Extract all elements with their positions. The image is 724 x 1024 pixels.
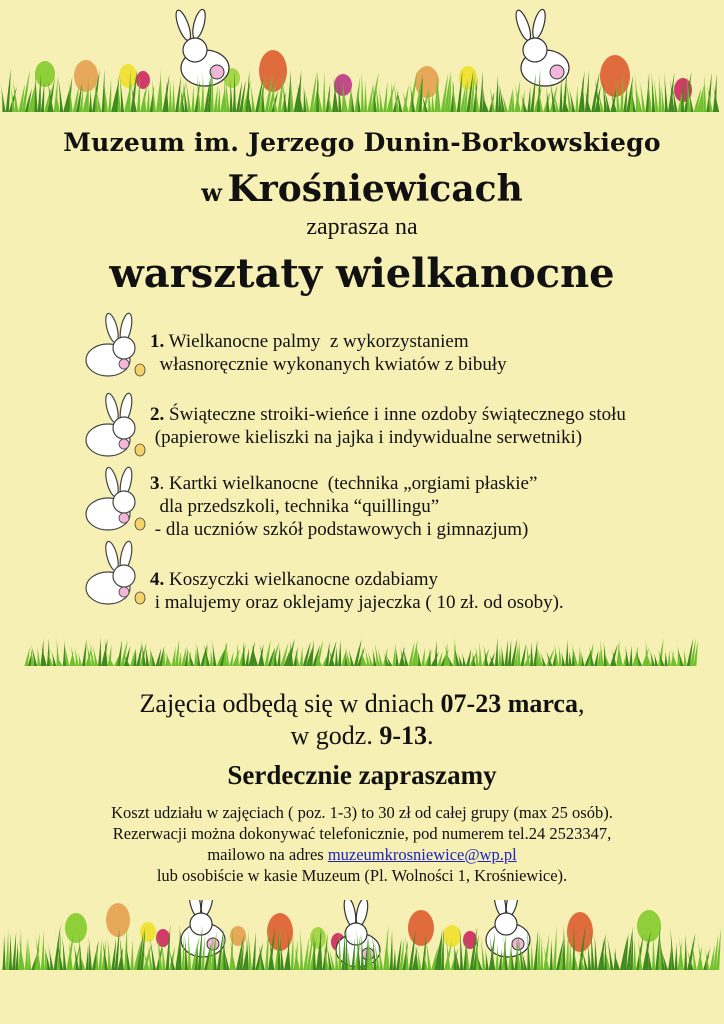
workshop-line: (papierowe kieliszki na jajka i indywidualne serwetniki) <box>150 427 583 448</box>
workshop-line: Wielkanocne palmy z wykorzystaniem <box>168 331 469 352</box>
grass-blade <box>229 652 233 666</box>
invite-text: zaprasza na <box>306 214 418 240</box>
phone-line: Rezerwacji można dokonywać telefonicznie, pod numerem tel.24 2523347, <box>112 824 612 843</box>
dates-line: Zajęcia odbędą się w dniach 07-23 marca, <box>139 689 585 718</box>
closing-text: Serdecznie zapraszamy <box>227 760 497 790</box>
grass-blade <box>501 645 504 666</box>
grass-blade <box>504 639 507 666</box>
grass-blade <box>421 647 425 666</box>
workshop-line: Świąteczne stroiki-wieńce i inne ozdoby świątecznego stołu <box>169 404 626 425</box>
grass-blade <box>546 87 549 112</box>
grass-blade <box>550 939 553 970</box>
grass-blade <box>674 942 677 970</box>
grass-blade <box>226 642 229 666</box>
grass-blade <box>508 639 512 666</box>
grass-blade <box>661 84 665 112</box>
grass-blade <box>405 933 409 970</box>
grass-blade <box>290 80 293 112</box>
grass-blade <box>9 932 12 970</box>
grass-blade <box>300 927 303 970</box>
grass-blade <box>684 933 687 970</box>
grass-blade <box>651 71 655 112</box>
grass-blade <box>495 637 498 666</box>
dates-value: 07-23 marca <box>440 689 578 718</box>
grass-blade <box>210 649 213 666</box>
grass-blade <box>351 88 355 112</box>
workshop-item <box>150 403 626 449</box>
grass-blade <box>616 639 619 666</box>
grass-blade <box>600 639 604 666</box>
workshop-number: 4. <box>150 569 165 590</box>
grass-blade <box>668 650 671 666</box>
grass-blade <box>476 646 479 666</box>
workshop-item <box>150 330 507 376</box>
bunny-icon <box>173 8 229 86</box>
grass-blade <box>322 70 325 112</box>
grass-blade <box>108 78 111 112</box>
grass-blade <box>338 640 341 666</box>
grass-blade <box>78 652 82 666</box>
grass-blade <box>434 640 437 666</box>
grass-blades <box>24 637 697 666</box>
easter-egg-icon <box>35 61 55 87</box>
grass-blade <box>98 637 101 666</box>
bunny-icon <box>82 540 146 610</box>
grass-blade <box>485 948 489 970</box>
workshop-number: 3 <box>150 473 160 494</box>
grass-blade <box>654 653 658 666</box>
grass-blade <box>175 639 179 666</box>
grass-blade <box>117 640 122 666</box>
grass-blade <box>489 82 495 112</box>
grass-blade <box>393 948 396 970</box>
grass-blade <box>191 85 194 112</box>
grass-blade <box>47 638 50 666</box>
grass-blade <box>102 69 105 112</box>
workshop-line: . Kartki wielkanocne (technika „orgiami płaskie” <box>159 473 538 494</box>
grass-blade <box>668 947 671 970</box>
grass-blade <box>527 87 530 112</box>
grass-blade <box>498 648 501 666</box>
workshop-line: - dla uczniów szkół podstawowych i gimnazjum) <box>150 519 529 540</box>
grass-blade <box>6 68 11 112</box>
easter-egg-icon <box>443 925 461 947</box>
grass-blade <box>214 85 218 112</box>
grass-blade <box>28 938 31 970</box>
grass-blade <box>658 73 661 112</box>
grass-blade <box>629 645 632 666</box>
workshop-item <box>150 568 564 614</box>
hours-line: w godz. 9-13. <box>290 721 434 750</box>
grass-blade <box>604 641 607 666</box>
grass-blade <box>480 933 486 970</box>
grass-blade <box>6 929 9 970</box>
bunny-icon <box>82 312 146 382</box>
grass-blade <box>75 646 79 666</box>
grass-blade <box>396 648 399 666</box>
grass-blade <box>540 936 543 970</box>
easter-egg-icon <box>408 910 434 946</box>
town-prefix: w <box>201 178 222 207</box>
grass-divider <box>22 630 702 670</box>
grass-blade <box>466 649 471 666</box>
grass-blade <box>245 648 249 666</box>
grass-blade <box>98 939 101 970</box>
grass-blade <box>169 78 172 112</box>
hours-value: 9-13 <box>379 721 427 750</box>
grass-blade <box>130 939 133 970</box>
grass-blade <box>462 653 466 666</box>
grass-blade <box>479 642 482 666</box>
grass-blade <box>252 932 256 970</box>
easter-egg-icon <box>156 929 170 947</box>
grass-blade <box>316 70 319 112</box>
grass-blade <box>703 74 706 112</box>
easter-egg-icon <box>119 64 137 88</box>
grass-blade <box>145 644 149 666</box>
workshop-line: dla przedszkoli, technika “quillingu” <box>150 496 440 517</box>
event-title: warsztaty wielkanocne <box>109 250 615 297</box>
easter-egg-icon <box>74 60 98 92</box>
grass-blade <box>18 929 21 970</box>
bunny-icon <box>513 8 569 86</box>
bottom-grass-border <box>0 900 724 1010</box>
grass-blade <box>558 644 562 666</box>
grass-blade <box>194 646 197 666</box>
grass-blade <box>565 640 568 666</box>
workshop-line: własnoręcznie wykonanych kwiatów z bibuły <box>150 354 507 375</box>
grass-blade <box>633 938 636 970</box>
grass-blade <box>12 932 16 970</box>
grass-blade <box>581 652 584 666</box>
top-grass-border <box>0 0 724 120</box>
town-line <box>0 168 724 210</box>
grass-blade <box>82 639 87 666</box>
grass-blade <box>578 646 581 666</box>
grass-blade <box>89 90 92 112</box>
grass-blade <box>684 649 687 666</box>
grass-blade <box>562 925 565 970</box>
bunny-icon <box>82 392 146 462</box>
email-line: mailowo na adres muzeumkrosniewice@wp.pl <box>207 845 517 864</box>
grass-blade <box>497 76 504 112</box>
easter-egg-icon <box>567 912 593 952</box>
grass-blade <box>172 79 175 112</box>
easter-egg-icon <box>600 55 630 97</box>
schedule <box>0 688 724 752</box>
grass-blade <box>392 643 395 666</box>
grass-blade <box>479 70 483 112</box>
town-name: Krośniewicach <box>227 168 523 210</box>
grass-blade <box>428 648 431 666</box>
grass-blade <box>86 944 89 970</box>
grass-blade <box>530 941 533 970</box>
grass-blade <box>594 934 597 970</box>
grass-blade <box>453 638 456 666</box>
grass-blade <box>172 646 176 666</box>
easter-egg-icon <box>136 71 150 89</box>
grass-blade <box>664 651 667 666</box>
workshop-line: Koszyczki wielkanocne ozdabiamy <box>169 569 439 590</box>
grass-blade <box>25 937 28 970</box>
grass-blade <box>41 930 44 970</box>
grass-blade <box>553 926 557 970</box>
grass-blade <box>530 641 533 666</box>
easter-egg-icon <box>65 913 87 943</box>
grass-blade <box>107 936 111 970</box>
grass-blade <box>335 647 338 666</box>
grass-blade <box>287 70 291 112</box>
email-link[interactable]: muzeumkrosniewice@wp.pl <box>327 845 517 864</box>
info-block <box>0 802 724 886</box>
grass-blade <box>614 947 617 970</box>
easter-egg-icon <box>637 910 661 942</box>
museum-name: Muzeum im. Jerzego Dunin-Borkowskiego <box>63 128 661 157</box>
workshop-number: 1. <box>150 331 165 352</box>
grass-blade <box>2 934 5 970</box>
visit-line: lub osobiście w kasie Muzeum (Pl. Wolności 1, Krośniewice). <box>156 866 568 885</box>
grass-blade <box>390 82 393 112</box>
easter-egg-icon <box>415 66 439 98</box>
grass-blade <box>568 651 571 666</box>
grass-blade <box>383 81 387 112</box>
workshop-number: 2. <box>150 404 165 425</box>
grass-blade <box>300 646 303 666</box>
grass-blade <box>664 71 668 112</box>
grass-blade <box>37 646 40 666</box>
easter-egg-icon <box>106 903 130 937</box>
grass-blade <box>89 936 92 970</box>
grass-blade <box>520 644 526 666</box>
grass-blade <box>146 86 149 112</box>
cost-line: Koszt udziału w zajęciach ( poz. 1-3) to 30 zł od całej grupy (max 25 osób). <box>111 803 613 822</box>
grass-blade <box>361 71 364 112</box>
grass-blade <box>1 84 6 112</box>
grass-blade <box>62 934 67 970</box>
workshop-item <box>150 472 537 541</box>
bunny-icon <box>82 466 146 536</box>
grass-blade <box>575 85 578 112</box>
bunny-icon <box>181 900 225 957</box>
grass-blade <box>390 930 393 970</box>
workshop-line: i malujemy oraz oklejamy jajeczka ( 10 zł. od osoby). <box>150 592 564 613</box>
grass-blade <box>364 80 367 112</box>
grass-blade <box>459 924 463 970</box>
grass-blade <box>495 74 498 112</box>
